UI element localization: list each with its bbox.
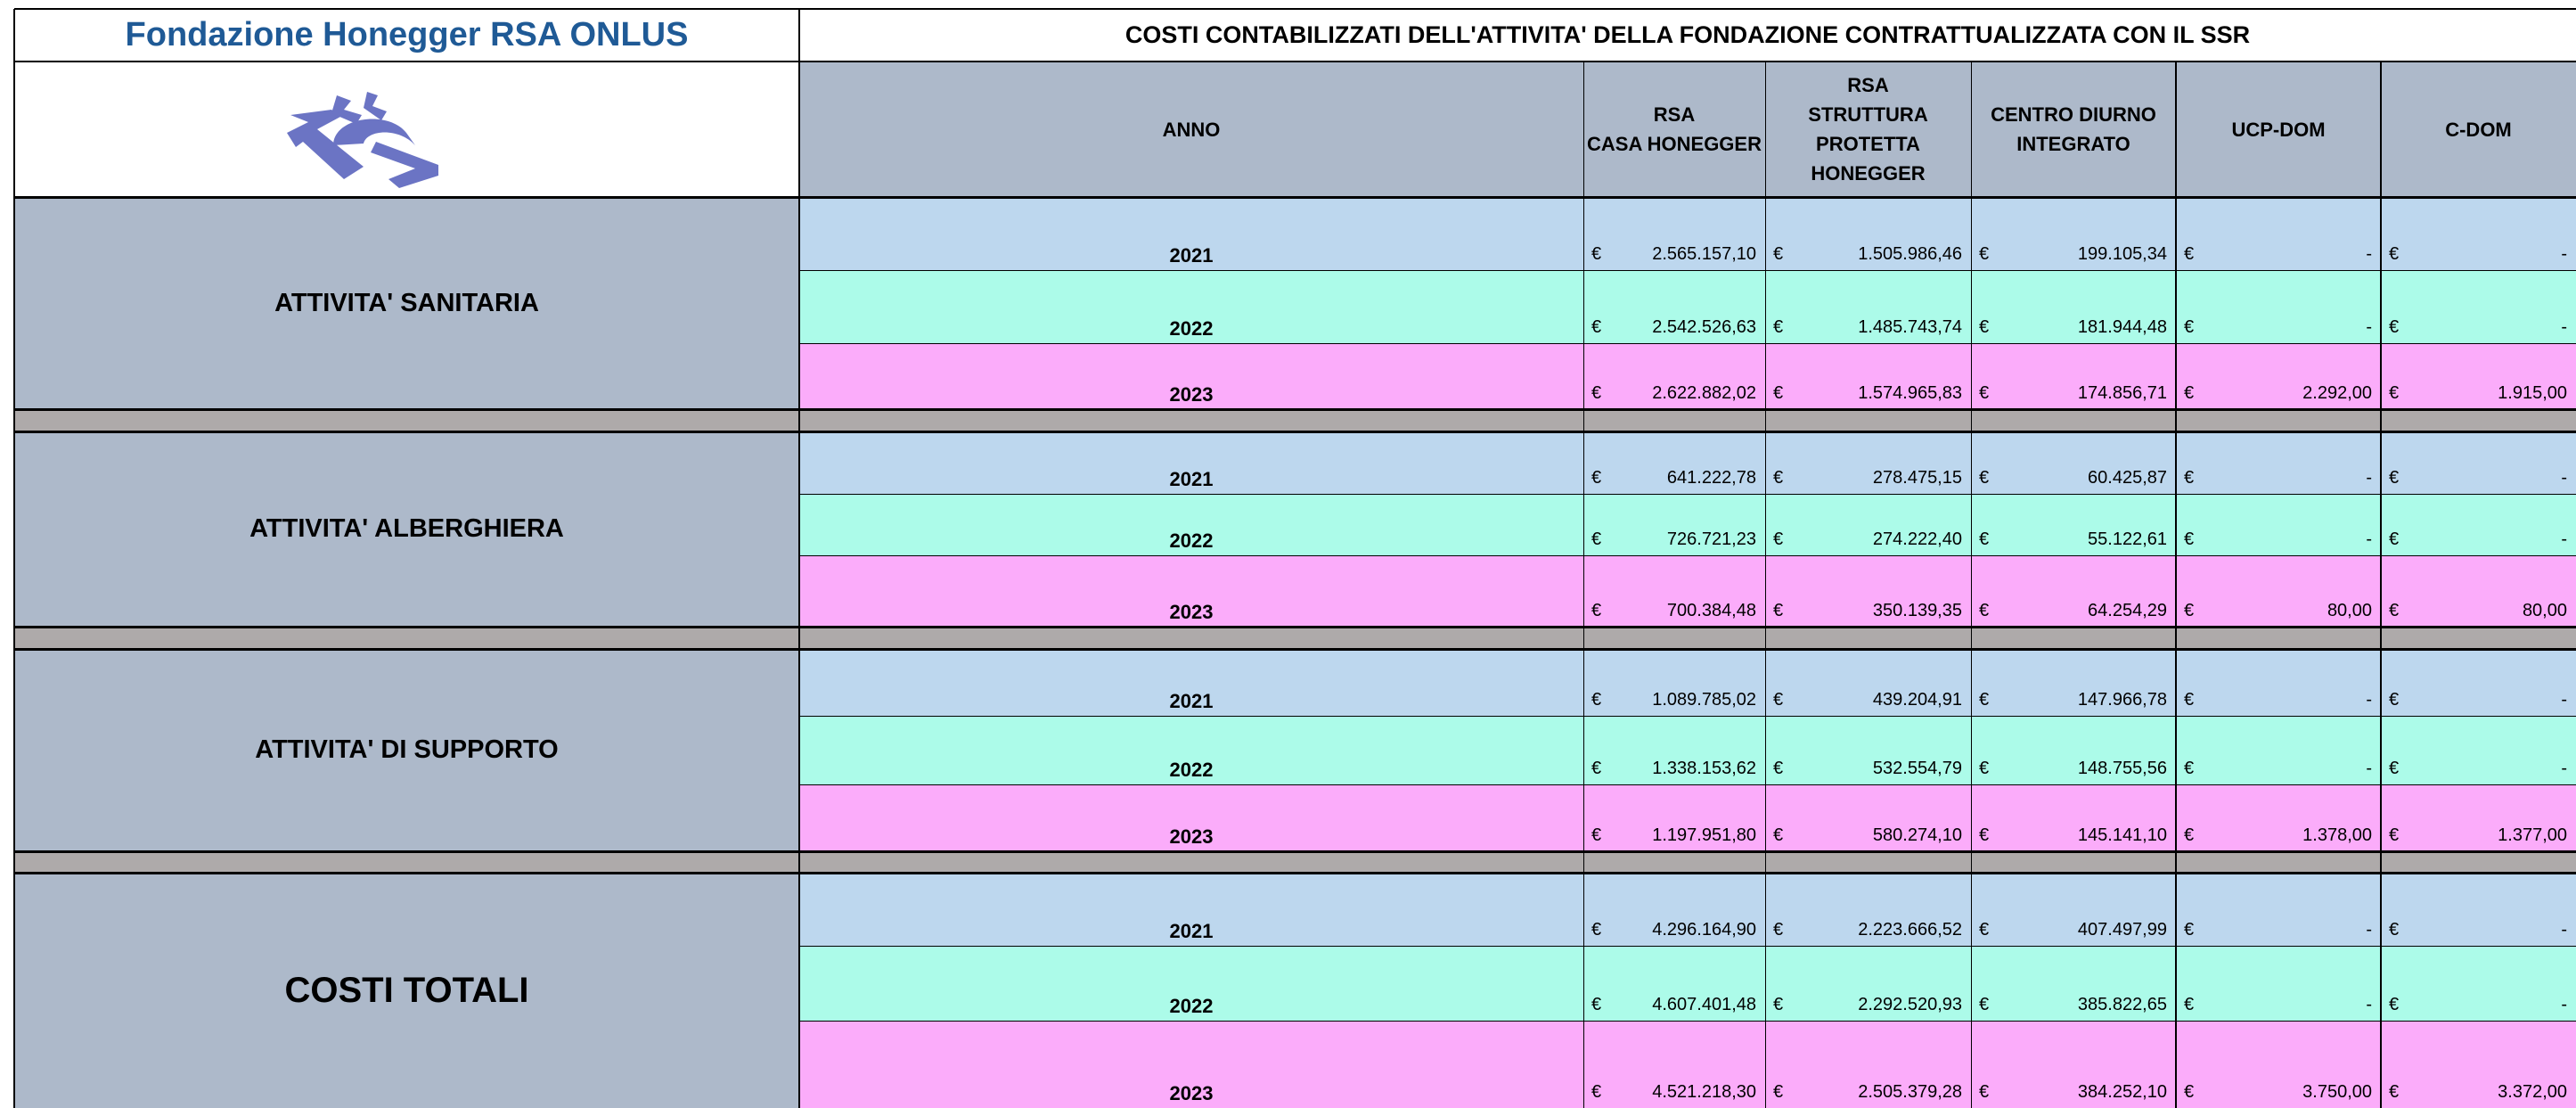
grid-line — [14, 872, 2576, 874]
amount-value: 1.505.986,46 — [1858, 244, 1962, 264]
currency-symbol: € — [1591, 601, 1602, 620]
amount-value: 148.755,56 — [2077, 759, 2167, 778]
year-cell: 2022 — [1169, 529, 1214, 552]
currency-symbol: € — [1773, 383, 1784, 403]
currency-symbol: € — [1591, 920, 1602, 940]
column-header-line: INTEGRATO — [2016, 133, 2130, 155]
amount-cell — [2176, 317, 2381, 341]
year-cell: 2023 — [1169, 825, 1214, 848]
amount-value: 1.377,00 — [2498, 825, 2567, 845]
amount-cell — [1971, 601, 2176, 624]
amount-value: 1.338.153,62 — [1652, 759, 1756, 778]
amount-value: 2.292.520,93 — [1858, 995, 1962, 1014]
grid-line — [2380, 62, 2382, 1108]
amount-cell — [2176, 1082, 2381, 1105]
amount-value: 2.292,00 — [2302, 383, 2372, 403]
column-header — [1971, 62, 2176, 197]
amount-cell — [1971, 995, 2176, 1018]
amount-value: - — [2561, 529, 2567, 549]
grid-line — [1583, 62, 1584, 1108]
year-cell: 2021 — [1169, 920, 1214, 942]
amount-value: 60.425,87 — [2088, 468, 2167, 488]
amount-value: 2.622.882,02 — [1652, 383, 1756, 403]
currency-symbol: € — [2389, 920, 2400, 940]
year-cell: 2022 — [1169, 759, 1214, 781]
currency-symbol: € — [1591, 995, 1602, 1014]
amount-value: - — [2561, 995, 2567, 1014]
amount-cell — [1583, 468, 1765, 491]
amount-cell — [1971, 759, 2176, 782]
grid-line — [799, 946, 2576, 947]
amount-cell — [2381, 383, 2576, 406]
grid-line — [799, 270, 2576, 271]
amount-cell — [2381, 920, 2576, 943]
currency-symbol: € — [2184, 995, 2195, 1014]
year-cell: 2023 — [1169, 1082, 1214, 1104]
amount-value: 439.204,91 — [1872, 690, 1962, 710]
column-header-line: UCP-DOM — [2231, 118, 2326, 141]
amount-value: - — [2366, 920, 2372, 940]
amount-value: - — [2366, 317, 2372, 337]
amount-cell — [1765, 317, 1971, 341]
section-separator — [14, 851, 2576, 873]
column-header-line: STRUTTURA — [1808, 103, 1928, 126]
amount-value: - — [2561, 468, 2567, 488]
currency-symbol: € — [1591, 690, 1602, 710]
currency-symbol: € — [2184, 529, 2195, 549]
table-row — [799, 270, 2576, 343]
currency-symbol: € — [2389, 244, 2400, 264]
amount-cell — [1971, 468, 2176, 491]
currency-symbol: € — [2184, 383, 2195, 403]
currency-symbol: € — [1591, 383, 1602, 403]
amount-cell — [1765, 920, 1971, 943]
table-row — [799, 946, 2576, 1021]
currency-symbol: € — [1979, 317, 1990, 337]
amount-value: 3.750,00 — [2302, 1082, 2372, 1102]
amount-cell — [2381, 759, 2576, 782]
currency-symbol: € — [1773, 920, 1784, 940]
column-header — [1765, 62, 1971, 197]
currency-symbol: € — [2184, 920, 2195, 940]
year-cell: 2021 — [1169, 690, 1214, 712]
currency-symbol: € — [1979, 1082, 1990, 1102]
currency-symbol: € — [2389, 601, 2400, 620]
amount-cell — [2381, 529, 2576, 553]
column-header — [1583, 62, 1765, 197]
amount-value: 2.223.666,52 — [1858, 920, 1962, 940]
amount-cell — [2176, 759, 2381, 782]
column-header-line: CASA HONEGGER — [1587, 133, 1762, 155]
amount-value: 80,00 — [2327, 601, 2372, 620]
amount-value: 350.139,35 — [1872, 601, 1962, 620]
amount-value: 174.856,71 — [2077, 383, 2167, 403]
grid-line — [14, 8, 2576, 10]
grid-line — [799, 716, 2576, 717]
amount-cell — [1583, 601, 1765, 624]
section-label: ATTIVITA' SANITARIA — [14, 197, 799, 409]
amount-value: 407.497,99 — [2077, 920, 2167, 940]
currency-symbol: € — [2389, 383, 2400, 403]
currency-symbol: € — [2389, 529, 2400, 549]
amount-cell — [2381, 995, 2576, 1018]
currency-symbol: € — [1773, 690, 1784, 710]
currency-symbol: € — [2184, 317, 2195, 337]
currency-symbol: € — [2389, 468, 2400, 488]
amount-cell — [2381, 825, 2576, 849]
grid-line — [2175, 62, 2177, 1108]
amount-cell — [2176, 529, 2381, 553]
currency-symbol: € — [1979, 244, 1990, 264]
grid-line — [798, 9, 800, 1108]
amount-cell — [2381, 690, 2576, 713]
grid-line — [14, 196, 2576, 199]
amount-value: - — [2366, 995, 2372, 1014]
amount-cell — [2381, 244, 2576, 267]
currency-symbol: € — [2389, 317, 2400, 337]
amount-cell — [1971, 383, 2176, 406]
amount-value: 147.966,78 — [2077, 690, 2167, 710]
grid-line — [1765, 62, 1766, 1108]
amount-value: - — [2366, 468, 2372, 488]
amount-value: 385.822,65 — [2077, 995, 2167, 1014]
amount-cell — [1583, 529, 1765, 553]
amount-value: 278.475,15 — [1872, 468, 1962, 488]
amount-value: 274.222,40 — [1872, 529, 1962, 549]
section-label: COSTI TOTALI — [14, 873, 799, 1108]
main-title: COSTI CONTABILIZZATI DELL'ATTIVITA' DELLA FONDAZIONE CONTRATTUALIZZATA CON IL SSR — [1124, 21, 2251, 48]
amount-cell — [1765, 601, 1971, 624]
grid-line — [13, 9, 15, 1108]
amount-value: 80,00 — [2522, 601, 2567, 620]
amount-value: - — [2561, 920, 2567, 940]
currency-symbol: € — [1979, 825, 1990, 845]
year-cell: 2022 — [1169, 317, 1214, 340]
amount-cell — [1583, 995, 1765, 1018]
amount-value: 145.141,10 — [2077, 825, 2167, 845]
amount-value: 700.384,48 — [1666, 601, 1756, 620]
amount-cell — [2176, 995, 2381, 1018]
amount-value: 1.089.785,02 — [1652, 690, 1756, 710]
header-anno: ANNO — [799, 62, 1583, 197]
grid-line — [799, 1021, 2576, 1022]
currency-symbol: € — [1979, 468, 1990, 488]
amount-value: 726.721,23 — [1666, 529, 1756, 549]
amount-cell — [1765, 825, 1971, 849]
currency-symbol: € — [2389, 995, 2400, 1014]
column-header-line: C-DOM — [2445, 118, 2512, 141]
grid-line — [14, 408, 2576, 411]
currency-symbol: € — [1979, 995, 1990, 1014]
currency-symbol: € — [1773, 601, 1784, 620]
currency-symbol: € — [1979, 690, 1990, 710]
amount-value: 1.485.743,74 — [1858, 317, 1962, 337]
amount-value: 4.521.218,30 — [1652, 1082, 1756, 1102]
amount-cell — [1765, 690, 1971, 713]
currency-symbol: € — [1773, 529, 1784, 549]
amount-cell — [2176, 825, 2381, 849]
grid-line — [799, 784, 2576, 785]
column-header-line: PROTETTA — [1816, 133, 1920, 155]
column-header — [2176, 62, 2381, 197]
section-label: ATTIVITA' DI SUPPORTO — [14, 649, 799, 851]
column-header — [2381, 62, 2576, 197]
amount-cell — [2381, 601, 2576, 624]
table-row — [799, 431, 2576, 494]
year-cell: 2022 — [1169, 995, 1214, 1017]
grid-line — [14, 626, 2576, 628]
currency-symbol: € — [1591, 1082, 1602, 1102]
currency-symbol: € — [1591, 825, 1602, 845]
amount-value: - — [2561, 317, 2567, 337]
amount-cell — [2176, 383, 2381, 406]
table-row — [799, 197, 2576, 270]
amount-cell — [2176, 468, 2381, 491]
grid-line — [14, 850, 2576, 853]
grid-line — [799, 343, 2576, 344]
section-label: ATTIVITA' ALBERGHIERA — [14, 431, 799, 627]
amount-cell — [2381, 1082, 2576, 1105]
org-title: Fondazione Honegger RSA ONLUS — [125, 16, 689, 53]
currency-symbol: € — [2389, 759, 2400, 778]
amount-value: 1.197.951,80 — [1652, 825, 1756, 845]
amount-cell — [2381, 317, 2576, 341]
amount-cell — [1765, 383, 1971, 406]
currency-symbol: € — [1979, 920, 1990, 940]
currency-symbol: € — [2389, 825, 2400, 845]
table-row — [799, 494, 2576, 555]
currency-symbol: € — [1979, 601, 1990, 620]
currency-symbol: € — [2184, 601, 2195, 620]
currency-symbol: € — [1591, 317, 1602, 337]
amount-cell — [2176, 920, 2381, 943]
currency-symbol: € — [1773, 995, 1784, 1014]
amount-value: 4.296.164,90 — [1652, 920, 1756, 940]
grid-line — [1971, 62, 1972, 1108]
amount-value: 181.944,48 — [2077, 317, 2167, 337]
amount-value: 641.222,78 — [1666, 468, 1756, 488]
amount-cell — [1971, 317, 2176, 341]
amount-value: - — [2366, 759, 2372, 778]
amount-cell — [1583, 244, 1765, 267]
column-header-line: HONEGGER — [1811, 162, 1926, 185]
column-header-line: CENTRO DIURNO — [1991, 103, 2156, 126]
amount-cell — [1971, 690, 2176, 713]
currency-symbol: € — [1979, 529, 1990, 549]
amount-cell — [1971, 1082, 2176, 1105]
amount-value: - — [2366, 244, 2372, 264]
amount-cell — [2176, 244, 2381, 267]
section-separator — [14, 627, 2576, 649]
amount-value: - — [2366, 529, 2372, 549]
amount-cell — [1765, 759, 1971, 782]
amount-cell — [1971, 825, 2176, 849]
amount-value: 1.378,00 — [2302, 825, 2372, 845]
column-header-line: RSA — [1653, 103, 1696, 126]
currency-symbol: € — [2184, 690, 2195, 710]
currency-symbol: € — [2184, 1082, 2195, 1102]
amount-cell — [1765, 468, 1971, 491]
amount-value: 1.915,00 — [2498, 383, 2567, 403]
amount-cell — [1765, 1082, 1971, 1105]
amount-cell — [1583, 825, 1765, 849]
currency-symbol: € — [2184, 759, 2195, 778]
table-row — [799, 716, 2576, 784]
amount-cell — [1583, 759, 1765, 782]
amount-cell — [1765, 995, 1971, 1018]
amount-cell — [1583, 317, 1765, 341]
currency-symbol: € — [1979, 759, 1990, 778]
grid-line — [14, 431, 2576, 433]
currency-symbol: € — [1773, 317, 1784, 337]
currency-symbol: € — [2389, 690, 2400, 710]
amount-value: - — [2561, 244, 2567, 264]
currency-symbol: € — [1591, 529, 1602, 549]
amount-value: 2.542.526,63 — [1652, 317, 1756, 337]
grid-line — [14, 648, 2576, 651]
column-header-line: RSA — [1847, 74, 1889, 96]
amount-cell — [1583, 920, 1765, 943]
amount-value: 4.607.401,48 — [1652, 995, 1756, 1014]
amount-value: 580.274,10 — [1872, 825, 1962, 845]
currency-symbol: € — [1591, 759, 1602, 778]
grid-line — [14, 61, 2576, 62]
amount-value: 3.372,00 — [2498, 1082, 2567, 1102]
grid-line — [799, 555, 2576, 556]
amount-value: 1.574.965,83 — [1858, 383, 1962, 403]
amount-value: 64.254,29 — [2088, 601, 2167, 620]
logo-cell — [14, 62, 799, 197]
section-separator — [14, 409, 2576, 431]
currency-symbol: € — [1591, 468, 1602, 488]
amount-cell — [1971, 920, 2176, 943]
amount-value: 384.252,10 — [2077, 1082, 2167, 1102]
amount-value: 2.505.379,28 — [1858, 1082, 1962, 1102]
amount-value: - — [2366, 690, 2372, 710]
currency-symbol: € — [1773, 468, 1784, 488]
year-cell: 2021 — [1169, 244, 1214, 267]
amount-value: 199.105,34 — [2077, 244, 2167, 264]
currency-symbol: € — [2184, 244, 2195, 264]
amount-value: 55.122,61 — [2088, 529, 2167, 549]
amount-cell — [1583, 383, 1765, 406]
table-row — [799, 1021, 2576, 1108]
table-row — [799, 555, 2576, 627]
currency-symbol: € — [1773, 244, 1784, 264]
currency-symbol: € — [2184, 468, 2195, 488]
amount-cell — [2176, 690, 2381, 713]
currency-symbol: € — [1591, 244, 1602, 264]
amount-cell — [1583, 1082, 1765, 1105]
table-row — [799, 649, 2576, 716]
amount-cell — [1971, 529, 2176, 553]
honegger-logo — [282, 90, 460, 197]
amount-cell — [2176, 601, 2381, 624]
currency-symbol: € — [1773, 759, 1784, 778]
year-cell: 2023 — [1169, 383, 1214, 406]
currency-symbol: € — [1773, 825, 1784, 845]
amount-cell — [2381, 468, 2576, 491]
table-row — [799, 784, 2576, 851]
amount-value: - — [2561, 759, 2567, 778]
table-row — [799, 873, 2576, 946]
amount-cell — [1583, 690, 1765, 713]
grid-line — [799, 494, 2576, 495]
amount-value: 532.554,79 — [1872, 759, 1962, 778]
currency-symbol: € — [2184, 825, 2195, 845]
currency-symbol: € — [2389, 1082, 2400, 1102]
amount-cell — [1971, 244, 2176, 267]
currency-symbol: € — [1773, 1082, 1784, 1102]
amount-value: - — [2561, 690, 2567, 710]
currency-symbol: € — [1979, 383, 1990, 403]
year-cell: 2021 — [1169, 468, 1214, 490]
table-row — [799, 343, 2576, 409]
amount-cell — [1765, 529, 1971, 553]
amount-value: 2.565.157,10 — [1652, 244, 1756, 264]
amount-cell — [1765, 244, 1971, 267]
year-cell: 2023 — [1169, 601, 1214, 623]
